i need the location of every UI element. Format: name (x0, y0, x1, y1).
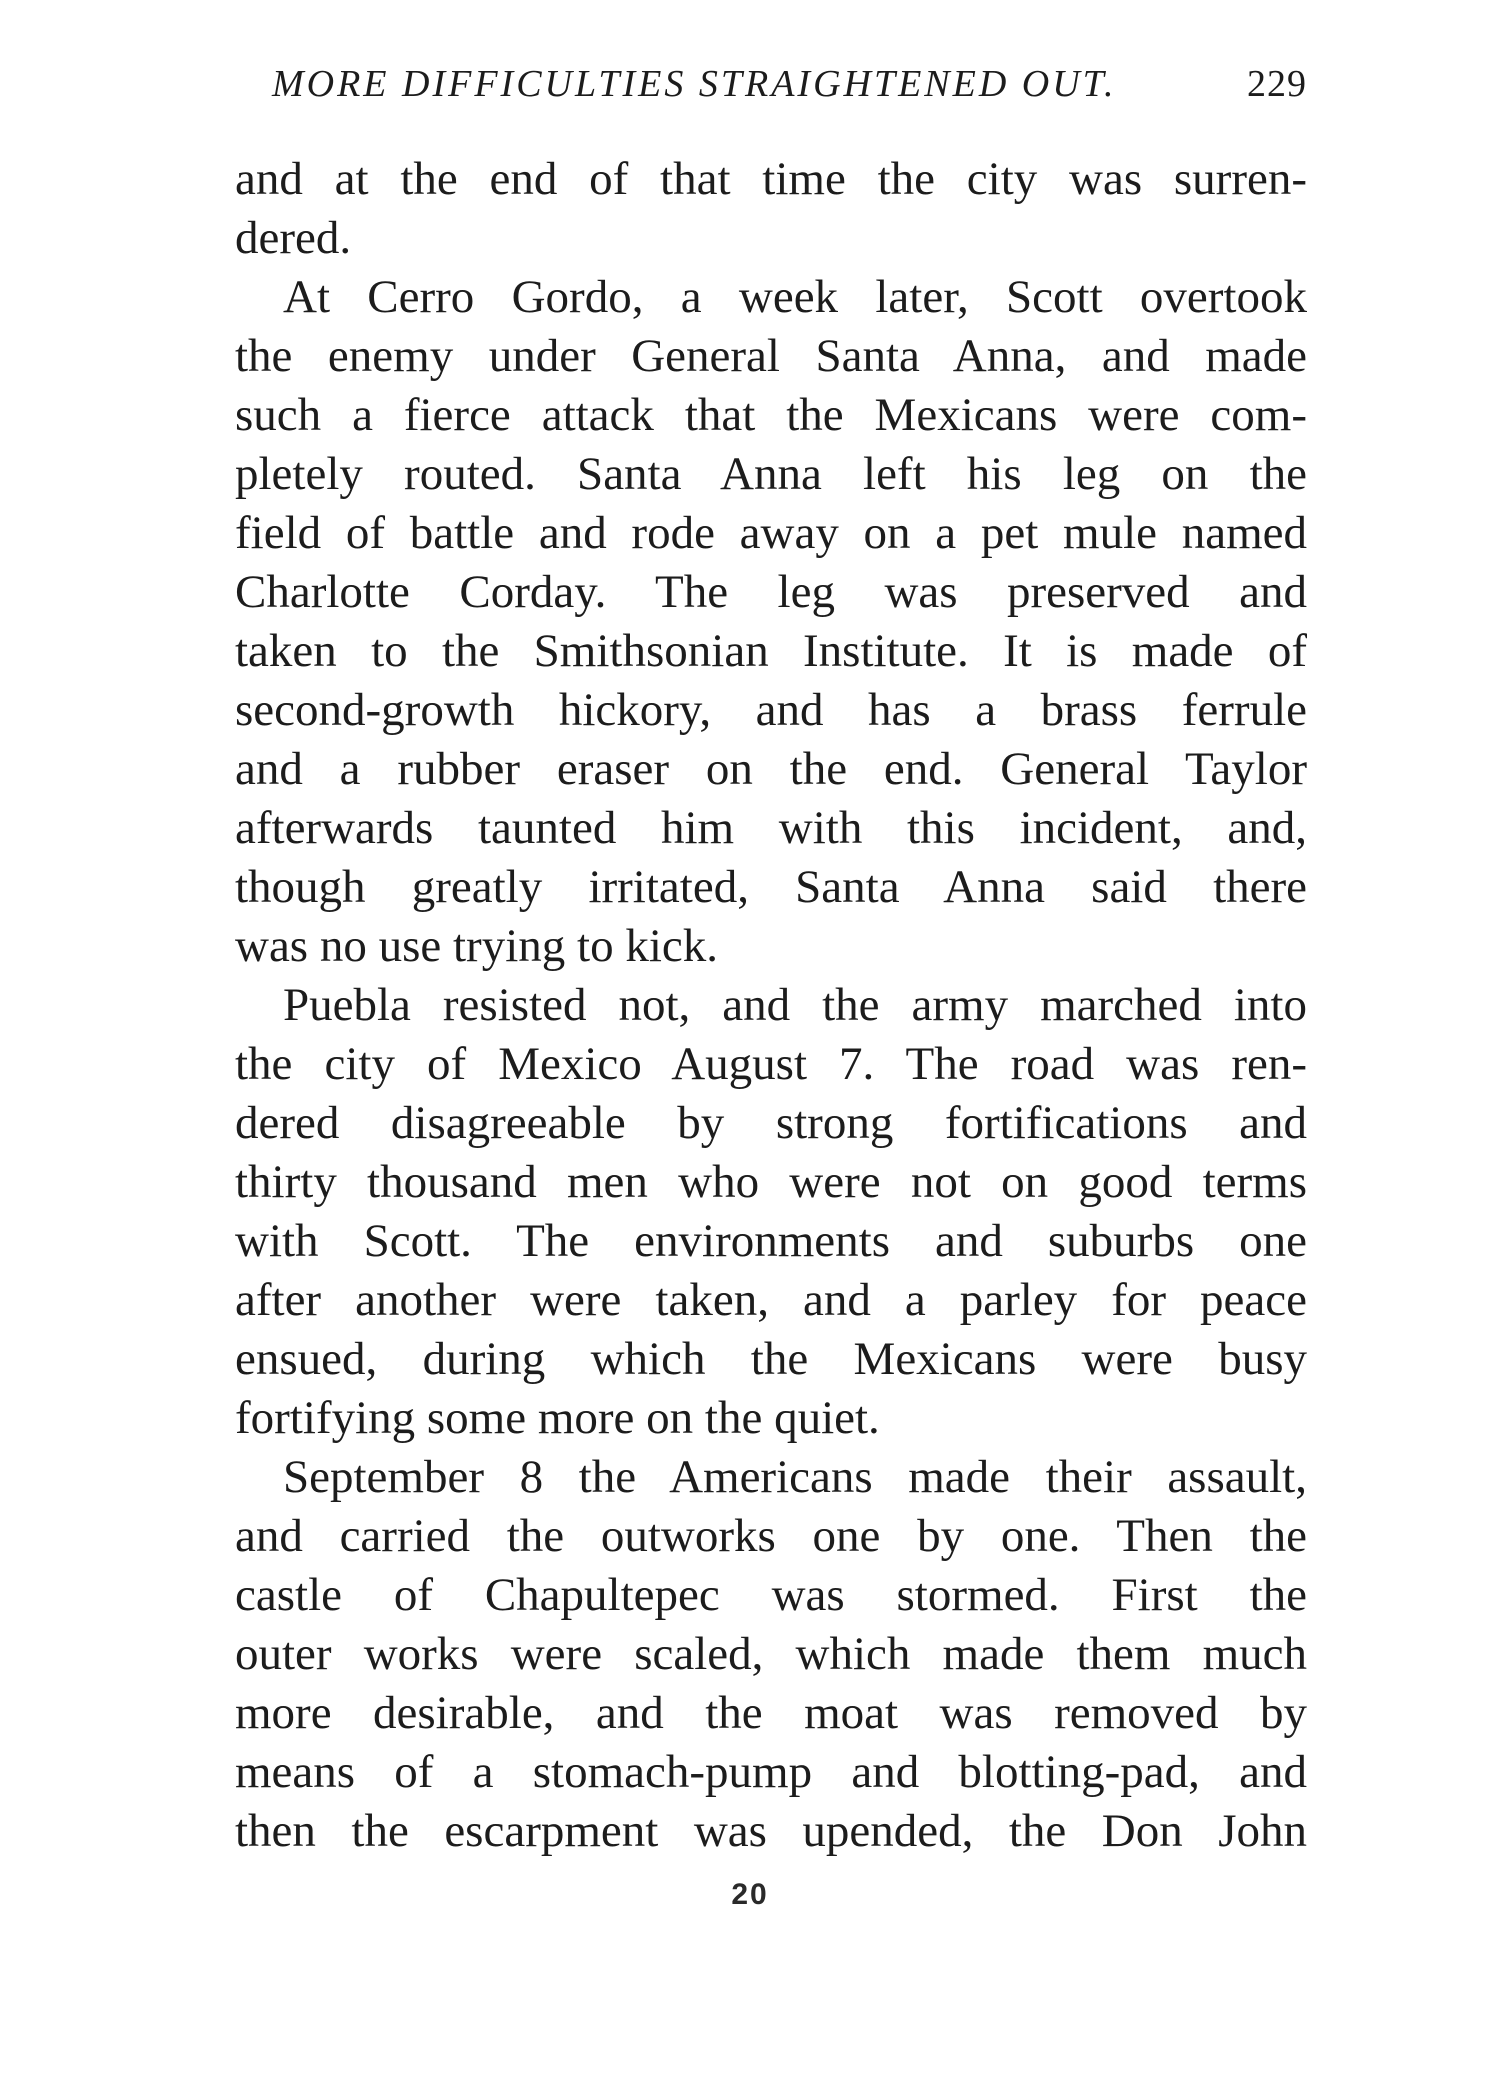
text-line: and a rubber eraser on the end. General Taylor (235, 743, 1307, 795)
text-line: Puebla resisted not, and the army marched into (283, 979, 1307, 1031)
text-line: though greatly irritated, Santa Anna said there (235, 861, 1307, 913)
body-text (235, 150, 1307, 1861)
text-line: afterwards taunted him with this incident, and, (235, 802, 1307, 854)
text-line: then the escarpment was upended, the Don John (235, 1805, 1307, 1857)
text-line: second-growth hickory, and has a brass ferrule (235, 684, 1307, 736)
text-line: dered disagreeable by strong fortifications and (235, 1097, 1307, 1149)
paragraph (235, 268, 1307, 976)
text-line: September 8 the Americans made their assault, (283, 1451, 1307, 1503)
text-line: and at the end of that time the city was surren- (235, 153, 1307, 205)
text-line: At Cerro Gordo, a week later, Scott overtook (283, 271, 1307, 323)
text-line: castle of Chapultepec was stormed. First the (235, 1569, 1307, 1621)
text-line: the city of Mexico August 7. The road was ren- (235, 1038, 1307, 1090)
text-line: and carried the outworks one by one. Then the (235, 1510, 1307, 1562)
text-line: Charlotte Corday. The leg was preserved and (235, 566, 1307, 618)
text-line: field of battle and rode away on a pet mule named (235, 507, 1307, 559)
text-line: outer works were scaled, which made them much (235, 1628, 1307, 1680)
text-line: taken to the Smithsonian Institute. It is made of (235, 625, 1307, 677)
text-line: with Scott. The environments and suburbs one (235, 1215, 1307, 1267)
running-title: MORE DIFFICULTIES STRAIGHTENED OUT. (272, 63, 1117, 105)
text-line: means of a stomach-pump and blotting-pad, and (235, 1746, 1307, 1798)
text-line: the enemy under General Santa Anna, and made (235, 330, 1307, 382)
text-line: more desirable, and the moat was removed by (235, 1687, 1307, 1739)
paragraph (235, 976, 1307, 1448)
text-line: such a fierce attack that the Mexicans were com- (235, 389, 1307, 441)
text-line: ensued, during which the Mexicans were busy (235, 1333, 1307, 1385)
paragraph (235, 1448, 1307, 1861)
text-line: pletely routed. Santa Anna left his leg on the (235, 448, 1307, 500)
text-line: was no use trying to kick. (235, 920, 718, 972)
paragraph (235, 150, 1307, 268)
text-line: fortifying some more on the quiet. (235, 1392, 880, 1444)
text-line: after another were taken, and a parley for peace (235, 1274, 1307, 1326)
signature-mark: 20 (731, 1878, 769, 1911)
running-head (272, 62, 1307, 112)
page-number: 229 (1247, 63, 1307, 105)
text-line: dered. (235, 212, 352, 264)
text-line: thirty thousand men who were not on good terms (235, 1156, 1307, 1208)
